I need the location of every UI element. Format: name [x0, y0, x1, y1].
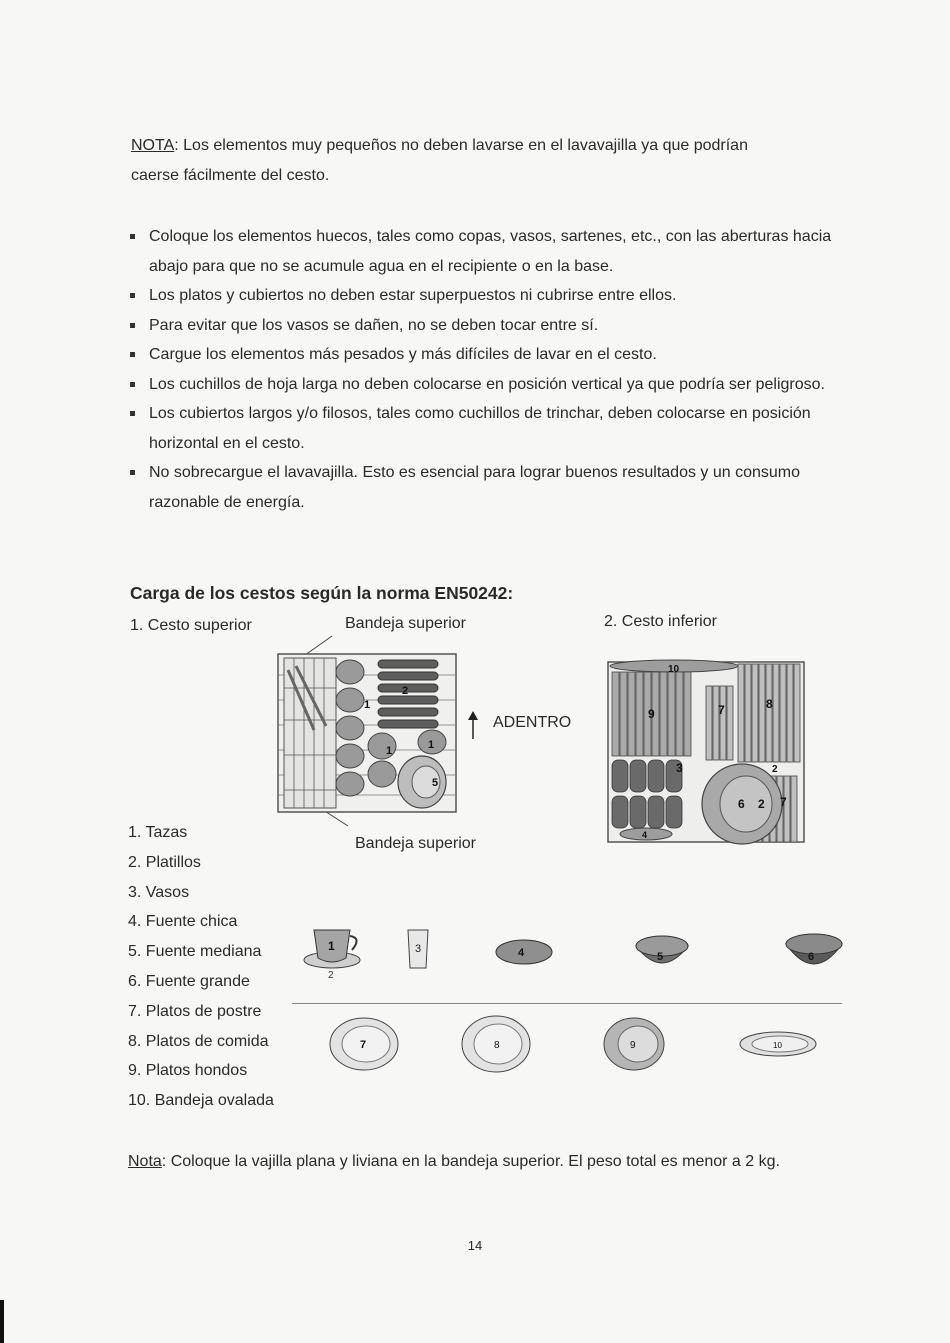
lower-basket-label: 2. Cesto inferior — [604, 613, 717, 630]
dish-items-row-2 — [320, 1010, 830, 1080]
item-number: 5 — [657, 951, 664, 963]
bullet-text: Para evitar que los vasos se dañen, no se deben tocar entre sí. — [149, 316, 599, 334]
legend-item: 7. Platos de postre — [128, 1002, 262, 1020]
bullet-text: Los cubiertos largos y/o filosos, tales como cuchillos de trinchar, deben colocarse en posición horizontal en el cesto. — [149, 405, 811, 452]
bullet-marker — [130, 411, 135, 416]
upper-diagram-label: 1 — [386, 745, 393, 757]
lower-diagram-label: 6 — [738, 797, 745, 811]
item-number: 6 — [808, 951, 815, 963]
upper-diagram-label: 5 — [432, 777, 439, 789]
note-top-line1 — [131, 131, 748, 161]
legend-item: 9. Platos hondos — [128, 1062, 248, 1080]
note-bottom-text: : Coloque la vajilla plana y liviana en la bandeja superior. El peso total es menor a 2 kg. — [161, 1153, 780, 1170]
bullet-marker — [130, 234, 135, 239]
item-number: 8 — [494, 1040, 500, 1051]
arrow-up-icon — [466, 711, 480, 741]
bullet-text: No sobrecargue el lavavajilla. Esto es esencial para lograr buenos resultados y un consumo razonable de energía. — [149, 464, 801, 511]
lower-diagram-label: 7 — [780, 795, 787, 809]
bullet-marker — [130, 293, 135, 298]
lower-diagram-label: 8 — [766, 697, 773, 711]
legend-item: 10. Bandeja ovalada — [128, 1092, 274, 1110]
bullet-text: Coloque los elementos huecos, tales como copas, vasos, sartenes, etc., con las aberturas hacia abajo para que no se acumule agua en el recipiente o en la base. — [149, 228, 832, 275]
upper-basket-label: 1. Cesto superior — [130, 617, 252, 634]
bullet-item — [130, 458, 870, 517]
legend-item: 1. Tazas — [128, 824, 188, 841]
item-number: 2 — [328, 970, 334, 981]
bullet-item — [130, 222, 870, 281]
upper-tray-label-bottom: Bandeja superior — [355, 835, 476, 852]
item-number: 9 — [630, 1040, 636, 1051]
note-bottom — [128, 1147, 780, 1177]
legend-item: 6. Fuente grande — [128, 972, 250, 990]
item-number: 1 — [328, 939, 335, 953]
upper-diagram-label: 1 — [428, 739, 435, 751]
bullet-text: Los platos y cubiertos no deben estar superpuestos ni cubrirse entre ellos. — [149, 287, 677, 304]
bullet-text: Los cuchillos de hoja larga no deben colocarse en posición vertical ya que podría ser peligroso. — [149, 375, 825, 393]
divider — [292, 1003, 842, 1004]
bullet-marker — [130, 352, 135, 357]
inside-label: ADENTRO — [493, 714, 572, 731]
bullet-item — [130, 370, 870, 400]
lower-diagram-label: 7 — [718, 703, 725, 717]
page-number: 14 — [467, 1238, 483, 1253]
scan-edge — [0, 1300, 4, 1343]
note-top-line2: caerse fácilmente del cesto. — [131, 167, 330, 184]
bullet-text: Cargue los elementos más pesados y más difíciles de lavar en el cesto. — [149, 346, 657, 363]
bullet-marker — [130, 323, 135, 328]
bullet-list — [130, 222, 870, 517]
item-number: 10 — [773, 1041, 782, 1050]
note-top-label: NOTA — [131, 137, 175, 154]
bullet-item — [130, 281, 870, 311]
upper-tray-label-top: Bandeja superior — [345, 615, 466, 632]
lower-basket-diagram — [606, 656, 810, 848]
note-bottom-label: Nota — [128, 1153, 162, 1170]
lower-diagram-label: 2 — [772, 764, 778, 775]
dish-items-row-1 — [296, 920, 856, 990]
dish-legend — [128, 818, 274, 1116]
upper-basket-diagram — [270, 630, 470, 830]
lower-diagram-label: 10 — [668, 664, 680, 675]
legend-item: 8. Platos de comida — [128, 1032, 269, 1050]
legend-item: 4. Fuente chica — [128, 913, 238, 931]
legend-item: 5. Fuente mediana — [128, 943, 262, 961]
item-number: 4 — [518, 947, 525, 959]
section-heading: Carga de los cestos según la norma EN50242: — [130, 583, 514, 603]
lower-diagram-label: 3 — [676, 761, 683, 775]
item-number: 7 — [360, 1039, 367, 1051]
note-top-text: : Los elementos muy pequeños no deben lavarse en el lavavajilla ya que podrían — [174, 137, 748, 154]
lower-diagram-label: 9 — [648, 707, 655, 721]
bullet-item — [130, 399, 870, 458]
legend-item: 2. Platillos — [128, 853, 201, 871]
upper-diagram-label: 1 — [364, 699, 371, 711]
bullet-marker — [130, 382, 135, 387]
bullet-item — [130, 340, 870, 370]
bullet-item — [130, 311, 870, 341]
upper-diagram-label: 2 — [402, 685, 409, 697]
lower-diagram-label: 2 — [758, 797, 765, 811]
lower-diagram-label: 4 — [642, 830, 648, 840]
legend-item: 3. Vasos — [128, 883, 190, 901]
item-number: 3 — [415, 943, 422, 955]
bullet-marker — [130, 470, 135, 475]
